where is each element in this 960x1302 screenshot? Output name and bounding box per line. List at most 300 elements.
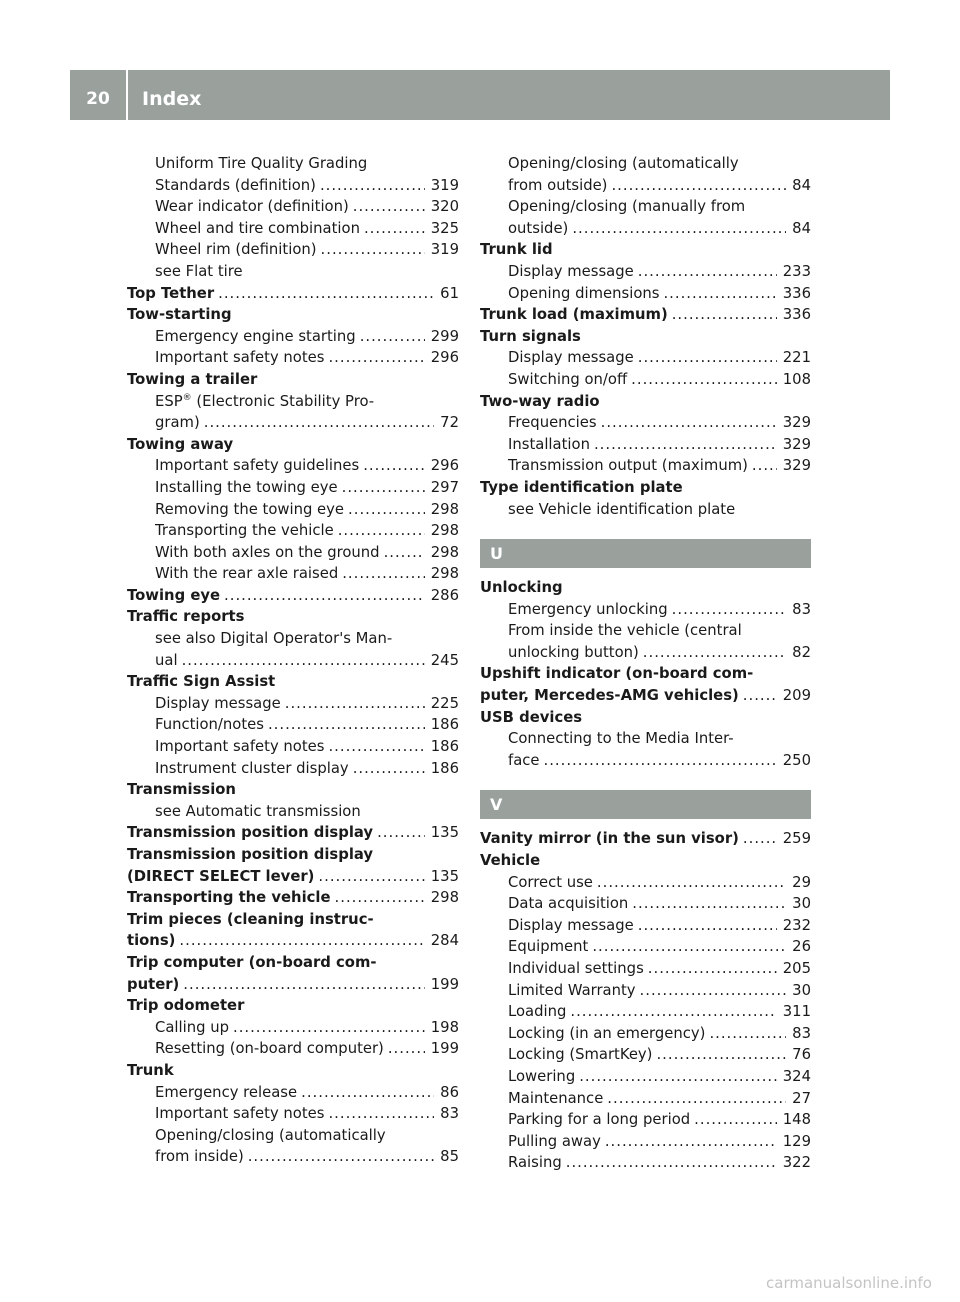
dot-leader (570, 1001, 776, 1023)
index-subentry[interactable] (480, 893, 811, 915)
index-subentry (127, 801, 459, 823)
page-reference[interactable]: 311 (782, 1003, 811, 1021)
dot-leader (611, 175, 786, 197)
dot-leader (301, 1082, 434, 1104)
page-reference[interactable]: 26 (792, 938, 811, 956)
entry-text: Installing the towing eye (155, 478, 338, 496)
entry-text: Trim pieces (cleaning instruc- (127, 910, 374, 928)
entry-text: Switching on/off (508, 370, 628, 388)
watermark: carmanualsonline.info (766, 1274, 932, 1292)
dot-leader (204, 412, 434, 434)
index-subentry[interactable] (127, 650, 459, 672)
index-entry (127, 779, 459, 801)
dot-leader (607, 1088, 786, 1110)
entry-text: Transmission output (maximum) (508, 457, 748, 475)
dot-leader (594, 434, 777, 456)
entry-text: Tow-starting (127, 306, 232, 324)
page-reference[interactable]: 186 (430, 716, 459, 734)
dot-leader (709, 1023, 786, 1045)
index-entry (127, 909, 459, 931)
dot-leader (318, 866, 424, 888)
entry-text: Type identification plate (480, 478, 683, 496)
dot-leader (388, 1038, 425, 1060)
entry-text: Data acquisition (508, 895, 629, 913)
index-column-left (127, 153, 459, 1168)
entry-text: Vehicle (480, 852, 541, 870)
page-reference[interactable]: 322 (782, 1154, 811, 1172)
index-subentry (127, 153, 459, 175)
dot-leader (672, 304, 777, 326)
index-subentry[interactable] (127, 1082, 459, 1104)
dot-leader (640, 980, 787, 1002)
page-reference[interactable]: 29 (792, 873, 811, 891)
page-reference[interactable]: 320 (430, 198, 459, 216)
dot-leader (566, 1152, 777, 1174)
index-subentry[interactable] (480, 1044, 811, 1066)
entry-text: Trip computer (on-board com- (127, 953, 377, 971)
dot-leader (328, 347, 424, 369)
entry-text: Vanity mirror (in the sun visor) (480, 830, 739, 848)
page-reference[interactable]: 148 (782, 1111, 811, 1129)
index-subentry (480, 153, 811, 175)
entry-text: Loading (508, 1003, 567, 1021)
entry-text: Individual settings (508, 960, 644, 977)
entry-text: Display message (508, 262, 634, 280)
entry-text: Towing a trailer (127, 370, 258, 388)
dot-leader (384, 542, 425, 564)
index-entry (480, 477, 811, 499)
index-entry[interactable] (127, 930, 459, 952)
entry-text: see Vehicle identification plate (508, 500, 736, 518)
dot-leader (328, 1103, 434, 1125)
entry-text: Turn signals (480, 327, 581, 345)
page-reference[interactable]: 329 (782, 435, 811, 453)
entry-text: Correct use (508, 873, 593, 891)
index-entry (127, 952, 459, 974)
dot-leader (268, 714, 425, 736)
index-subentry[interactable] (480, 599, 811, 621)
page-reference[interactable]: 319 (430, 241, 459, 259)
entry-text: Locking (in an emergency) (508, 1024, 706, 1042)
index-subentry[interactable] (480, 980, 811, 1002)
letter-heading: V (480, 790, 811, 819)
entry-text: Lowering (508, 1067, 576, 1085)
page-reference[interactable]: 233 (782, 262, 811, 280)
index-subentry (127, 391, 459, 413)
dot-leader (579, 1066, 777, 1088)
index-subentry[interactable] (480, 218, 811, 240)
dot-leader (342, 563, 425, 585)
dot-leader (601, 412, 777, 434)
index-subentry[interactable] (127, 1103, 459, 1125)
entry-text: tions) (127, 932, 176, 950)
entry-text: from outside) (508, 176, 608, 194)
index-entry (480, 326, 811, 348)
entry-text: Frequencies (508, 414, 597, 432)
dot-leader (631, 369, 777, 391)
entry-text: Towing eye (127, 586, 221, 604)
index-subentry[interactable] (480, 915, 811, 937)
entry-text: Display message (508, 349, 634, 367)
index-subentry (480, 499, 811, 521)
entry-text: Trunk (127, 1061, 174, 1079)
entry-text: Connecting to the Media Inter- (508, 730, 734, 748)
entry-text: outside) (508, 219, 569, 237)
index-subentry[interactable] (127, 239, 459, 261)
entry-text: With the rear axle raised (155, 565, 339, 583)
index-subentry[interactable] (127, 326, 459, 348)
entry-text: see Flat tire (155, 262, 243, 280)
entry-text: Limited Warranty (508, 981, 636, 999)
entry-text: Pulling away (508, 1132, 601, 1150)
index-subentry[interactable] (127, 1146, 459, 1168)
index-subentry[interactable] (480, 872, 811, 894)
dot-leader (353, 758, 425, 780)
entry-text: puter) (127, 975, 180, 993)
entry-text: Unlocking (480, 579, 563, 597)
dot-leader (338, 520, 425, 542)
page-reference[interactable]: 135 (430, 867, 459, 885)
index-subentry[interactable] (480, 642, 811, 664)
page-reference[interactable]: 72 (440, 414, 459, 432)
entry-text: ual (155, 651, 178, 669)
page-reference[interactable]: 83 (792, 600, 811, 618)
page-reference[interactable]: 232 (782, 916, 811, 934)
entry-text: Display message (508, 916, 634, 934)
index-subentry[interactable] (127, 693, 459, 715)
page-reference[interactable]: 225 (430, 694, 459, 712)
entry-text: Maintenance (508, 1089, 604, 1107)
page-reference[interactable]: 221 (782, 349, 811, 367)
page-reference[interactable]: 30 (792, 895, 811, 913)
entry-text: ESP® (Electronic Stability Pro- (155, 392, 375, 410)
index-entry[interactable] (127, 974, 459, 996)
dot-leader (643, 642, 786, 664)
index-subentry (480, 196, 811, 218)
dot-leader (377, 822, 425, 844)
index-entry (480, 391, 811, 413)
page-reference[interactable]: 319 (430, 176, 459, 194)
entry-text: Standards (definition) (155, 176, 316, 194)
page-reference[interactable]: 298 (430, 565, 459, 583)
entry-text: (DIRECT SELECT lever) (127, 867, 315, 885)
entry-text: Opening/closing (automatically (155, 1126, 386, 1144)
index-subentry[interactable] (127, 714, 459, 736)
index-subentry[interactable] (480, 261, 811, 283)
entry-text: Removing the towing eye (155, 500, 345, 518)
entry-text: Equipment (508, 938, 589, 956)
entry-text: face (508, 751, 540, 769)
entry-text: Transporting the vehicle (155, 522, 334, 540)
page-reference[interactable]: 298 (430, 889, 459, 907)
index-subentry[interactable] (127, 1038, 459, 1060)
dot-leader (663, 283, 776, 305)
page-reference[interactable]: 135 (430, 824, 459, 842)
dot-leader (342, 477, 425, 499)
page-reference[interactable]: 250 (782, 751, 811, 769)
entry-text: Opening/closing (manually from (508, 198, 746, 216)
index-subentry[interactable] (127, 563, 459, 585)
page-reference[interactable]: 205 (782, 960, 811, 977)
page-reference[interactable]: 259 (782, 830, 811, 848)
index-subentry[interactable] (127, 520, 459, 542)
entry-text: Top Tether (127, 284, 215, 302)
dot-leader (248, 1146, 434, 1168)
dot-leader (321, 239, 425, 261)
index-entry[interactable] (480, 828, 811, 850)
dot-leader (632, 893, 786, 915)
index-subentry (480, 620, 811, 642)
index-subentry[interactable] (480, 1088, 811, 1110)
entry-text: Resetting (on-board computer) (155, 1040, 384, 1058)
dot-leader (648, 958, 777, 980)
dot-leader (328, 736, 424, 758)
dot-leader (592, 936, 786, 958)
dot-leader (638, 261, 777, 283)
dot-leader (179, 930, 424, 952)
entry-text: Parking for a long period (508, 1111, 691, 1129)
index-entry (127, 304, 459, 326)
index-subentry[interactable] (480, 958, 811, 980)
entry-text: Uniform Tire Quality Grading (155, 155, 368, 172)
entry-text: Two-way radio (480, 392, 600, 410)
dot-leader (353, 196, 425, 218)
dot-leader (638, 347, 777, 369)
entry-text: Trunk load (maximum) (480, 306, 668, 324)
page-reference[interactable]: 324 (782, 1067, 811, 1085)
dot-leader (224, 585, 425, 607)
index-subentry (127, 1125, 459, 1147)
index-entry (127, 1060, 459, 1082)
index-subentry[interactable] (480, 347, 811, 369)
entry-text: Function/notes (155, 716, 264, 734)
dot-leader (182, 650, 425, 672)
dot-leader (320, 175, 425, 197)
dot-leader (218, 283, 434, 305)
entry-text: Towing away (127, 435, 234, 453)
index-subentry[interactable] (480, 434, 811, 456)
entry-text: Emergency release (155, 1083, 298, 1101)
page-reference[interactable]: 186 (430, 759, 459, 777)
page-reference[interactable]: 85 (440, 1148, 459, 1166)
dot-leader (638, 915, 777, 937)
index-subentry[interactable] (127, 758, 459, 780)
index-subentry[interactable] (127, 412, 459, 434)
entry-text: unlocking button) (508, 643, 639, 661)
entry-text: Wheel and tire combination (155, 219, 360, 237)
index-entry (127, 844, 459, 866)
dot-leader (335, 887, 425, 909)
page-reference[interactable]: 325 (430, 219, 459, 237)
page-reference[interactable]: 286 (430, 586, 459, 604)
dot-leader (544, 750, 777, 772)
dot-leader (364, 218, 425, 240)
entry-text: see also Digital Operator's Man- (155, 630, 393, 648)
index-subentry[interactable] (480, 455, 811, 477)
index-subentry[interactable] (127, 347, 459, 369)
dot-leader (233, 1017, 425, 1039)
entry-text: see Automatic transmission (155, 802, 361, 820)
page-reference[interactable]: 76 (792, 1046, 811, 1064)
index-subentry (127, 261, 459, 283)
index-subentry[interactable] (127, 736, 459, 758)
entry-text: Display message (155, 694, 281, 712)
page-reference[interactable]: 61 (440, 284, 459, 302)
index-subentry[interactable] (480, 750, 811, 772)
page-reference[interactable]: 298 (430, 500, 459, 518)
index-entry[interactable] (127, 887, 459, 909)
index-entry[interactable] (127, 866, 459, 888)
index-entry (480, 707, 811, 729)
entry-text: With both axles on the ground (155, 543, 380, 561)
page-reference[interactable]: 108 (782, 370, 811, 388)
page-reference[interactable]: 298 (430, 543, 459, 561)
index-subentry[interactable] (127, 218, 459, 240)
dot-leader (752, 455, 777, 477)
index-entry (127, 606, 459, 628)
index-subentry[interactable] (480, 1023, 811, 1045)
index-subentry[interactable] (127, 455, 459, 477)
index-entry (127, 434, 459, 456)
index-entry (480, 663, 811, 685)
dot-leader (348, 499, 425, 521)
index-subentry[interactable] (480, 1131, 811, 1153)
header-divider (126, 70, 128, 120)
index-entry (127, 671, 459, 693)
page-reference[interactable]: 284 (430, 932, 459, 950)
index-entry (127, 995, 459, 1017)
page-reference[interactable]: 297 (430, 478, 459, 496)
dot-leader (363, 455, 425, 477)
section-title: Index (142, 88, 202, 110)
index-subentry[interactable] (480, 175, 811, 197)
index-subentry[interactable] (127, 196, 459, 218)
page-reference[interactable]: 84 (792, 219, 811, 237)
entry-text: Important safety notes (155, 738, 325, 756)
entry-text: Transmission position display (127, 824, 374, 842)
page-reference[interactable]: 336 (782, 306, 811, 324)
page-reference[interactable]: 129 (782, 1132, 811, 1150)
page-reference[interactable]: 199 (430, 1040, 459, 1058)
page-reference[interactable]: 336 (782, 284, 811, 302)
entry-text: Trunk lid (480, 241, 553, 259)
index-subentry[interactable] (480, 1109, 811, 1131)
entry-text: gram) (155, 414, 200, 432)
page-reference[interactable]: 30 (792, 981, 811, 999)
page-reference[interactable]: 245 (430, 651, 459, 669)
entry-text: Important safety notes (155, 1105, 325, 1123)
page-reference[interactable]: 299 (430, 327, 459, 345)
page-reference[interactable]: 83 (792, 1024, 811, 1042)
entry-text: Wheel rim (definition) (155, 241, 317, 259)
index-entry (480, 850, 811, 872)
dot-leader (694, 1109, 777, 1131)
dot-leader (743, 828, 777, 850)
entry-text: Traffic Sign Assist (127, 673, 276, 691)
page-reference[interactable]: 83 (440, 1105, 459, 1123)
page-number: 20 (86, 89, 110, 109)
index-entry[interactable] (480, 304, 811, 326)
entry-text: Raising (508, 1154, 562, 1172)
entry-text: Opening dimensions (508, 284, 660, 302)
entry-text: Transmission (127, 781, 236, 799)
letter-heading: U (480, 539, 811, 568)
entry-text: Opening/closing (automatically (508, 155, 739, 172)
page-reference[interactable]: 84 (792, 176, 811, 194)
index-subentry[interactable] (127, 542, 459, 564)
index-subentry[interactable] (127, 477, 459, 499)
index-entry[interactable] (127, 822, 459, 844)
dot-leader (656, 1044, 786, 1066)
entry-text: Important safety guidelines (155, 457, 360, 475)
entry-text: Installation (508, 435, 590, 453)
index-subentry[interactable] (480, 1152, 811, 1174)
index-entry[interactable] (480, 685, 811, 707)
index-subentry[interactable] (480, 1066, 811, 1088)
page-reference[interactable]: 199 (430, 975, 459, 993)
page-reference[interactable]: 296 (430, 349, 459, 367)
dot-leader (285, 693, 425, 715)
entry-text: Emergency unlocking (508, 600, 668, 618)
index-entry[interactable] (127, 585, 459, 607)
page-reference[interactable]: 82 (792, 643, 811, 661)
entry-text: Locking (SmartKey) (508, 1046, 653, 1064)
index-subentry[interactable] (480, 1001, 811, 1023)
index-column-right (480, 153, 811, 1174)
index-subentry[interactable] (480, 283, 811, 305)
index-entry (480, 577, 811, 599)
index-subentry[interactable] (480, 369, 811, 391)
entry-text: Emergency engine starting (155, 327, 356, 345)
index-subentry (127, 628, 459, 650)
index-subentry[interactable] (127, 175, 459, 197)
entry-text: Transmission position display (127, 846, 374, 863)
entry-text: Traffic reports (127, 608, 245, 626)
dot-leader (597, 872, 786, 894)
page-reference[interactable]: 329 (782, 457, 811, 475)
entry-text: Instrument cluster display (155, 759, 349, 777)
page-reference[interactable]: 86 (440, 1083, 459, 1101)
page-reference[interactable]: 186 (430, 738, 459, 756)
index-subentry (480, 728, 811, 750)
dot-leader (360, 326, 425, 348)
page-reference[interactable]: 298 (430, 522, 459, 540)
page-reference[interactable]: 329 (782, 414, 811, 432)
entry-text: puter, Mercedes-AMG vehicles) (480, 687, 739, 705)
page-reference[interactable]: 198 (430, 1018, 459, 1036)
entry-text: USB devices (480, 708, 583, 726)
page-reference[interactable]: 27 (792, 1089, 811, 1107)
entry-text: Trip odometer (127, 997, 245, 1015)
entry-text: Upshift indicator (on-board com- (480, 665, 754, 683)
index-subentry[interactable] (480, 412, 811, 434)
page-reference[interactable]: 209 (782, 687, 811, 705)
index-entry (127, 369, 459, 391)
index-subentry[interactable] (127, 1017, 459, 1039)
index-subentry[interactable] (127, 499, 459, 521)
dot-leader (672, 599, 786, 621)
index-entry[interactable] (127, 283, 459, 305)
index-subentry[interactable] (480, 936, 811, 958)
entry-text: Transporting the vehicle (127, 889, 331, 907)
dot-leader (572, 218, 786, 240)
page-reference[interactable]: 296 (430, 457, 459, 475)
entry-text: Calling up (155, 1018, 229, 1036)
dot-leader (183, 974, 424, 996)
dot-leader (743, 685, 777, 707)
index-entry (480, 239, 811, 261)
page-header (70, 70, 890, 120)
